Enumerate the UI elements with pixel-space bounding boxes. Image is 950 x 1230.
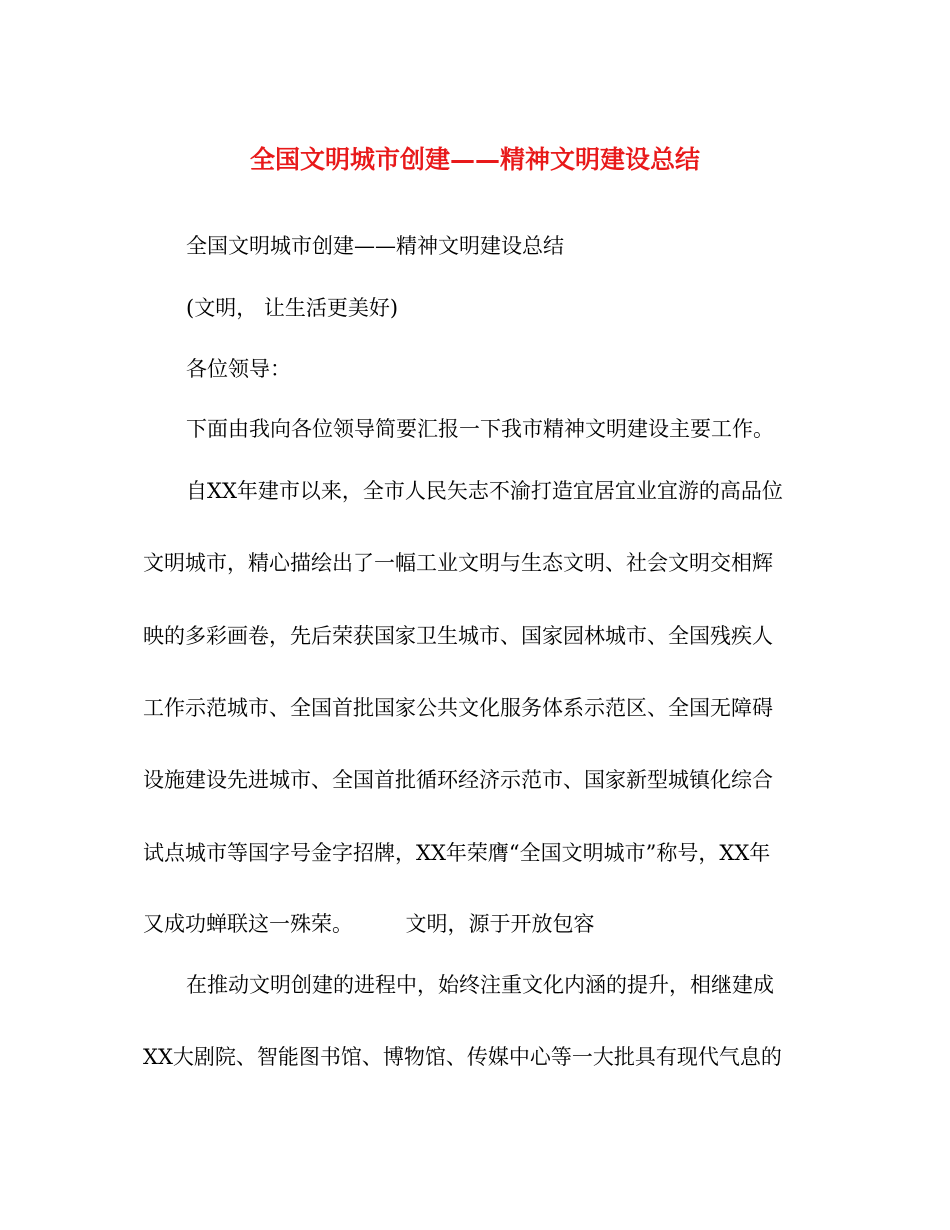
text-line: 映的多彩画卷，先后荣获国家卫生城市、国家园林城市、全国残疾人 <box>143 624 773 648</box>
text-line: 自XX年建市以来，全市人民矢志不渝打造宜居宜业宜游的高品位 <box>186 479 783 503</box>
text-line: (文明， 让生活更美好) <box>186 296 399 320</box>
text-line: 又成功蝉联这一殊荣。 文明，源于开放包容 <box>143 912 595 936</box>
document-title: 全国文明城市创建——精神文明建设总结 <box>249 145 700 174</box>
text-line: 各位领导： <box>186 357 291 381</box>
text-line: 在推动文明创建的进程中，始终注重文化内涵的提升，相继建成 <box>186 973 774 997</box>
text-line: 全国文明城市创建——精神文明建设总结 <box>186 234 564 258</box>
text-line: 试点城市等国字号金字招牌，XX年荣膺“全国文明城市”称号，XX年 <box>143 841 771 865</box>
text-line: 下面由我向各位领导简要汇报一下我市精神文明建设主要工作。 <box>186 417 774 441</box>
text-line: 设施建设先进城市、全国首批循环经济示范市、国家新型城镇化综合 <box>143 768 773 792</box>
text-line: XX大剧院、智能图书馆、博物馆、传媒中心等一大批具有现代气息的 <box>143 1045 782 1069</box>
text-line: 工作示范城市、全国首批国家公共文化服务体系示范区、全国无障碍 <box>143 696 773 720</box>
text-line: 文明城市，精心描绘出了一幅工业文明与生态文明、社会文明交相辉 <box>143 551 773 575</box>
